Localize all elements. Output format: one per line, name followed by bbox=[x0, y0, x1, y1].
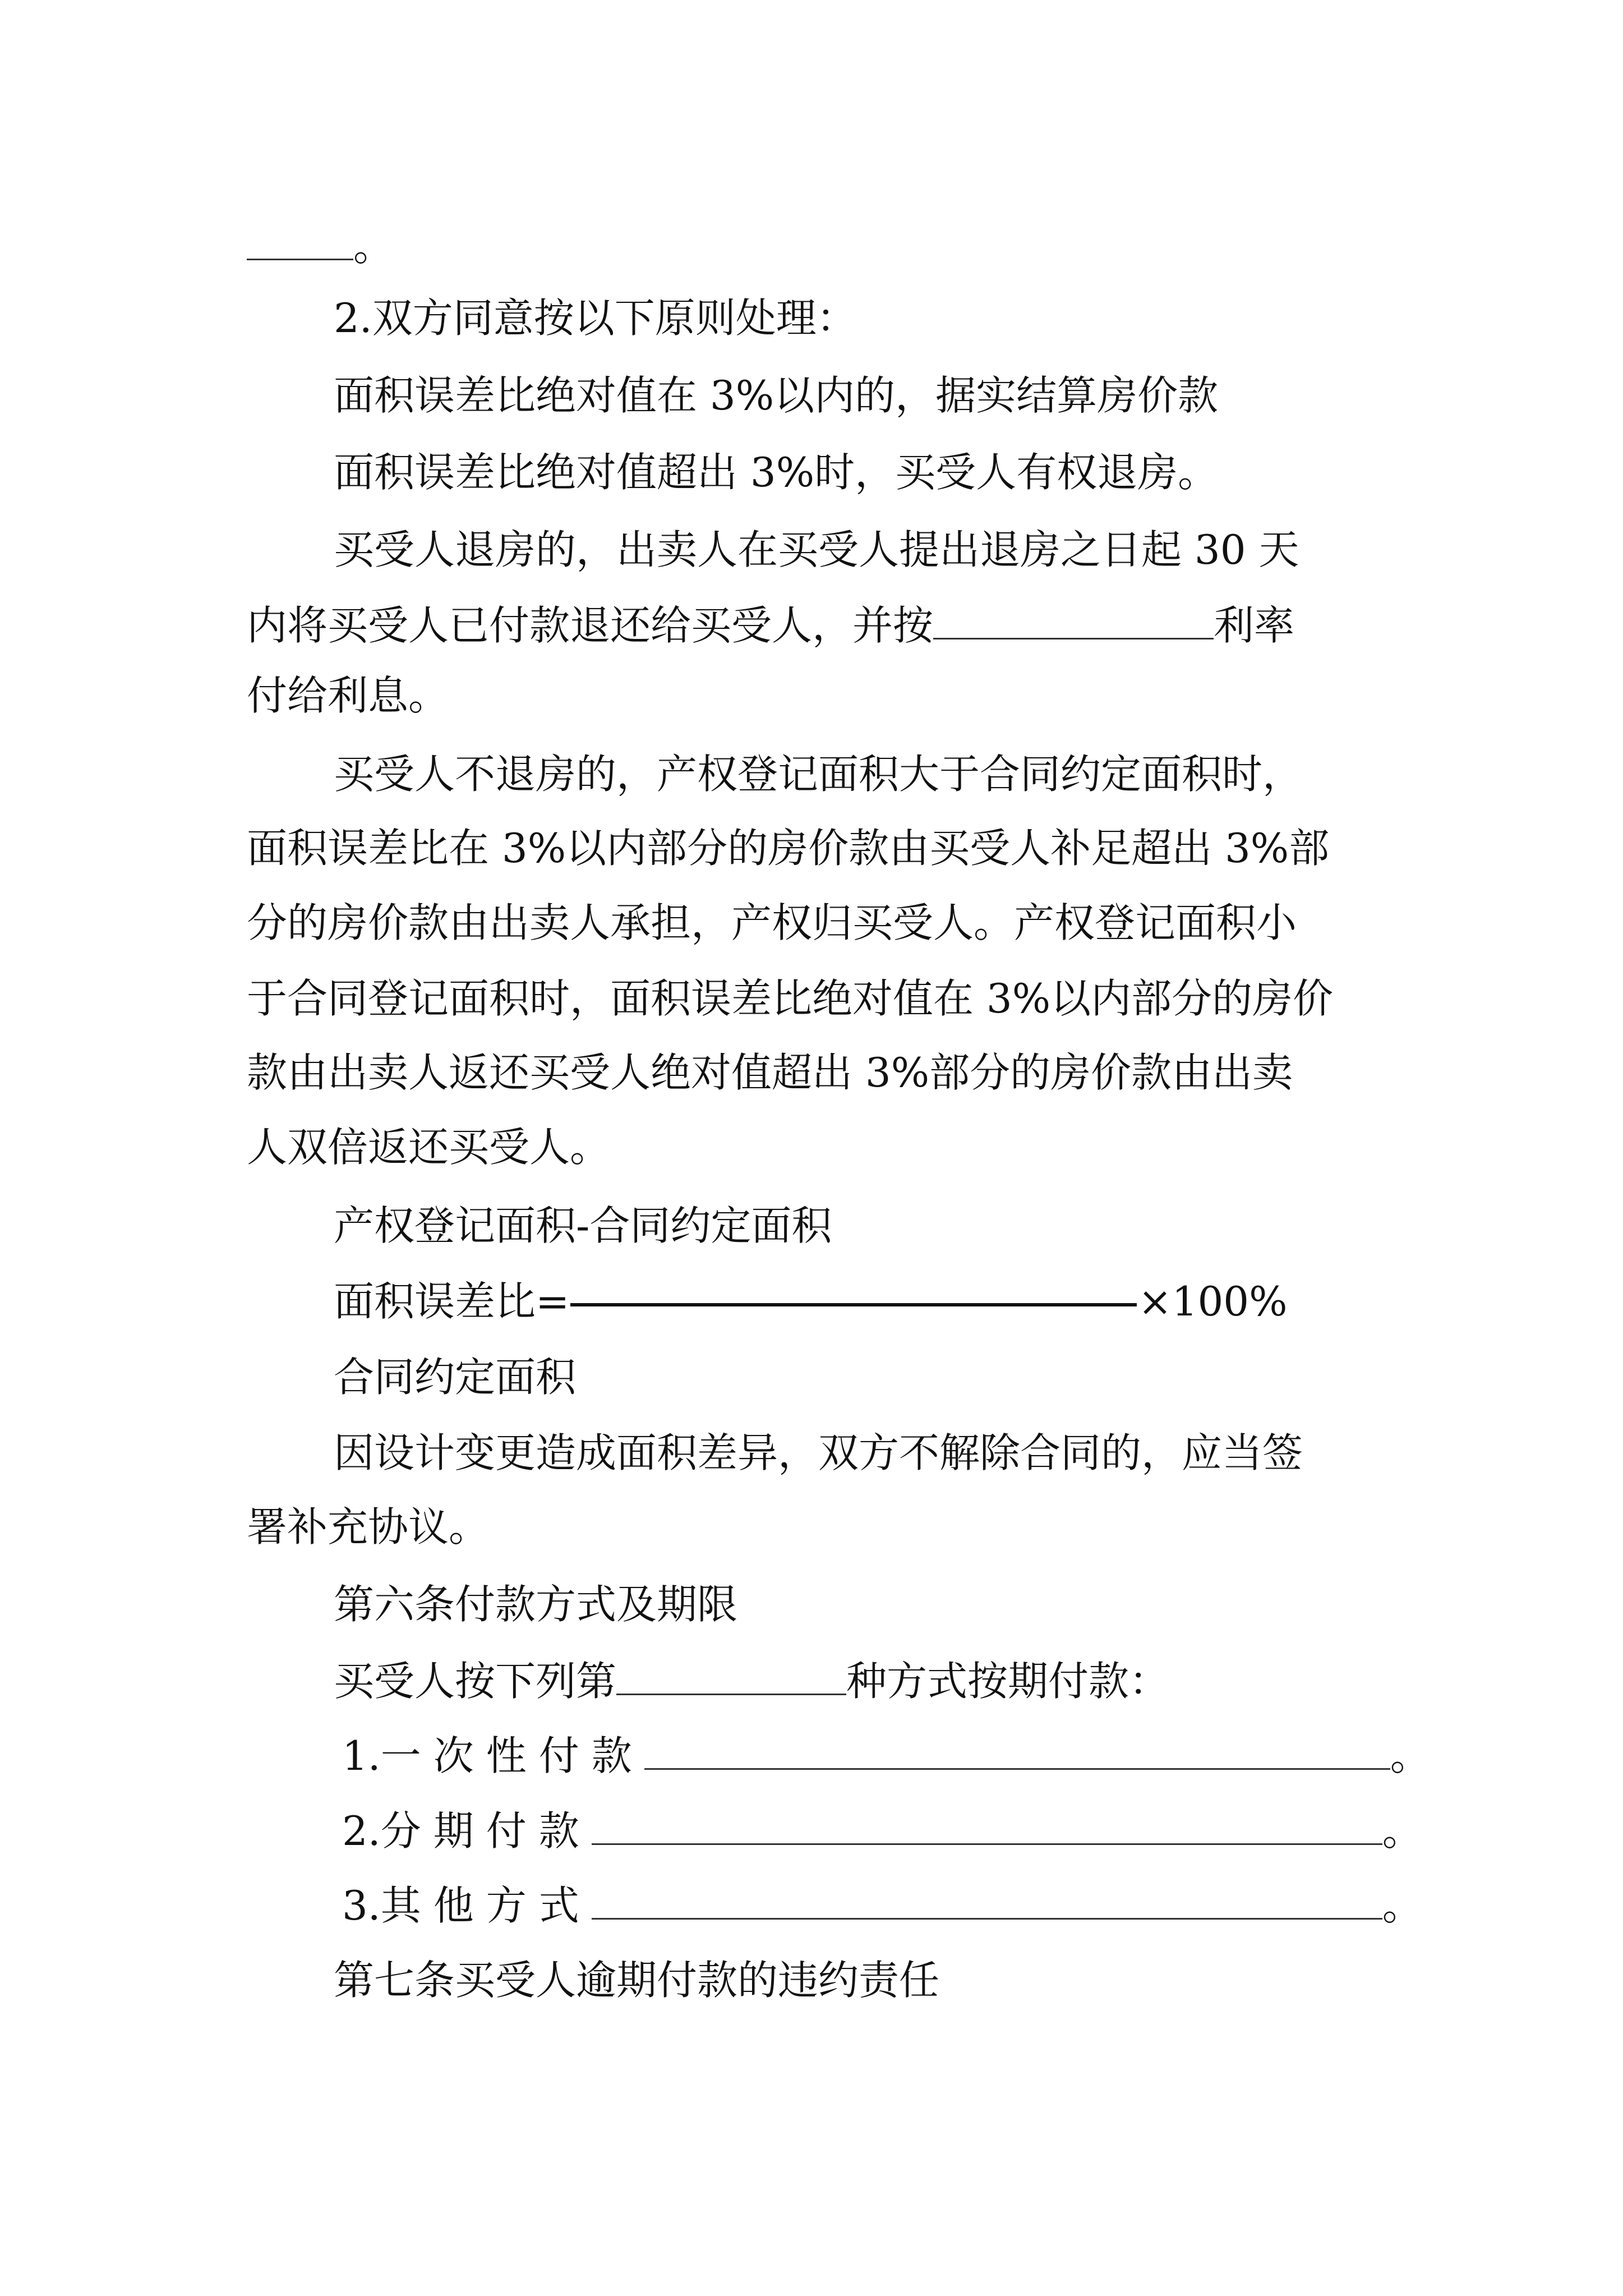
option-installment: 2.分期付款 。 bbox=[342, 1807, 1423, 1855]
clause-2-heading: 2.双方同意按以下原则处理： bbox=[334, 295, 857, 342]
fraction-bar bbox=[570, 1303, 1137, 1306]
period: 。 bbox=[353, 223, 394, 270]
paragraph-refund-line-3: 付给利息。 bbox=[247, 672, 449, 719]
paragraph-no-refund-line-2: 面积误差比在 3%以内部分的房价款由买受人补足超出 3%部 bbox=[247, 825, 1330, 872]
paragraph-design-change-line-2: 署补充协议。 bbox=[247, 1503, 490, 1550]
formula-label: 面积误差比= bbox=[334, 1278, 570, 1325]
rule-within-3pct: 面积误差比绝对值在 3%以内的，据实结算房价款 bbox=[334, 372, 1219, 419]
paragraph-no-refund-line-5: 款由出卖人返还买受人绝对值超出 3%部分的房价款由出卖 bbox=[247, 1049, 1293, 1096]
paragraph-refund-line-1: 买受人退房的，出卖人在买受人提出退房之日起 30 天 bbox=[334, 526, 1299, 573]
fill-blank bbox=[247, 224, 353, 260]
paragraph-design-change-line-1: 因设计变更造成面积差异，双方不解除合同的，应当签 bbox=[334, 1429, 1303, 1476]
paragraph-no-refund-line-6: 人双倍返还买受人。 bbox=[247, 1124, 611, 1171]
paragraph-no-refund-line-1: 买受人不退房的，产权登记面积大于合同约定面积时， bbox=[334, 751, 1303, 798]
formula-denominator: 合同约定面积 bbox=[334, 1354, 577, 1401]
formula-numerator: 产权登记面积-合同约定面积 bbox=[334, 1202, 832, 1249]
option-lump-sum: 1.一次性付款 。 bbox=[342, 1732, 1431, 1779]
article-7-heading: 第七条买受人逾期付款的违约责任 bbox=[334, 1957, 940, 2004]
paragraph-refund-line-2: 内将买受人已付款退还给买受人，并按 利率 bbox=[247, 602, 1295, 649]
other-method-blank bbox=[592, 1883, 1382, 1920]
formula-multiplier: ×100% bbox=[1138, 1278, 1288, 1325]
paragraph-no-refund-line-3: 分的房价款由出卖人承担，产权归买受人。产权登记面积小 bbox=[247, 899, 1297, 946]
article-6-heading: 第六条付款方式及期限 bbox=[334, 1581, 738, 1628]
lump-sum-blank bbox=[644, 1733, 1390, 1770]
continuation-line bbox=[247, 223, 394, 270]
method-number-blank bbox=[616, 1659, 846, 1695]
interest-rate-blank bbox=[933, 603, 1214, 639]
option-other: 3.其他方式 。 bbox=[342, 1882, 1423, 1929]
paragraph-no-refund-line-4: 于合同登记面积时，面积误差比绝对值在 3%以内部分的房价 bbox=[247, 975, 1334, 1022]
formula-line bbox=[334, 1278, 1288, 1325]
rule-exceed-3pct: 面积误差比绝对值超出 3%时，买受人有权退房。 bbox=[334, 449, 1219, 496]
payment-method-choice: 买受人按下列第 种方式按期付款： bbox=[334, 1658, 1170, 1705]
installment-blank bbox=[592, 1809, 1382, 1845]
